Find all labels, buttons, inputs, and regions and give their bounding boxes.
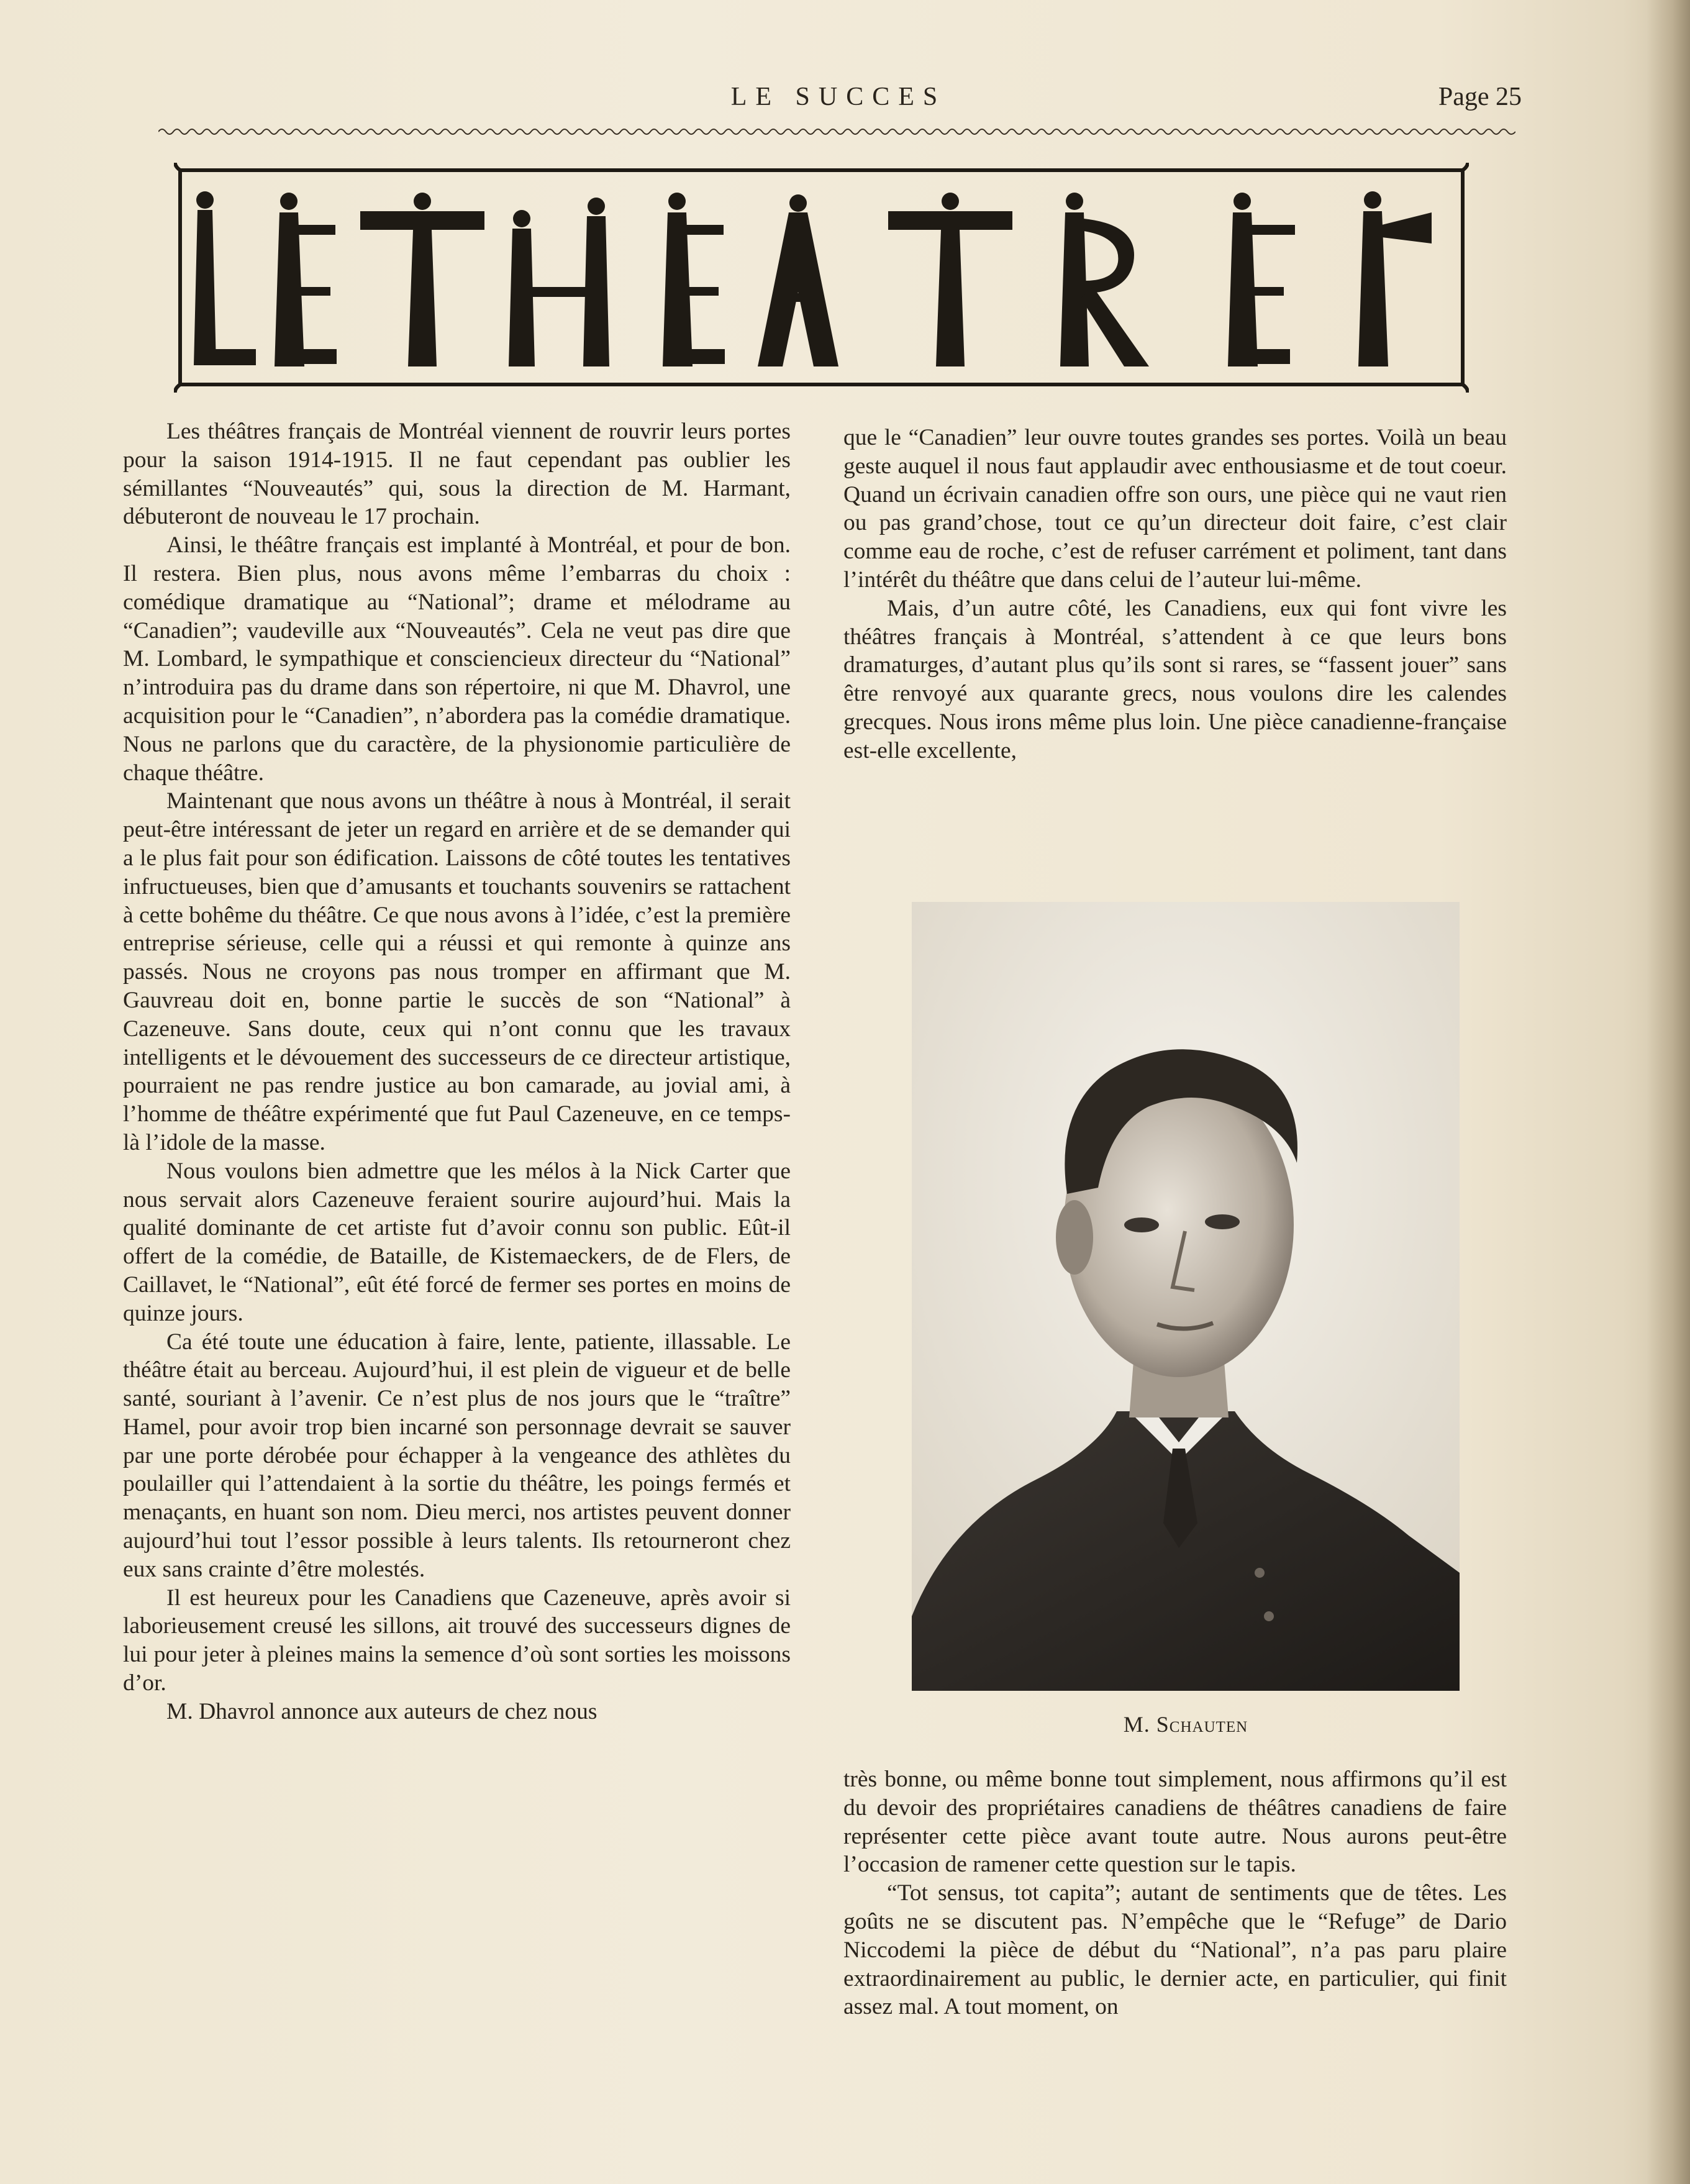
article-paragraph: Maintenant que nous avons un théâtre à nous à Montréal, il serait peut-être intéressant de jeter un regard en arrière et de se demander qui a le plus fait pour son édification. Laissons de côté toutes les tentatives infructueuses, bien que d’amusants et touchants souvenirs se rattachent à cette bohême du théâtre. Ce que nous avons à l’idée, c’est la première entreprise sérieuse, celle qui a réussi et qui remonte à quinze ans passés. Nous ne croyons pas nous tromper en affirmant que M. Gauvreau doit en, bonne partie le succès de son “National” à Cazeneuve. Sans doute, ceux qui n’ont connu que les travaux intelligents et le dévouement des successeurs de ce directeur artistique, pourraient ne pas rendre justice au bon camarade, au jovial ami, à l’homme de théâtre expérimenté que fut Paul Cazeneuve, en ce temps-là l’idole de la masse. [123, 788, 791, 1155]
article-paragraph: Nous voulons bien admettre que les mélos à la Nick Carter que nous servait alors Cazeneuve feraient sourire aujourd’hui. Mais la qualité dominante de cet artiste fut d’avoir connu son public. Eût-il offert de la comédie, de Bataille, de Kistemaeckers, de de Flers, de Caillavet, le “National”, eût été forcé de fermer ses portes en moins de quinze jours. [123, 1158, 791, 1326]
page-number: Page 25 [1438, 83, 1522, 111]
article-paragraph: Les théâtres français de Montréal viennent de rouvrir leurs portes pour la saison 1914-1915. Il ne faut cependant pas oublier les sémillantes “Nouveautés” qui, sous la direction de M. Harmant, débuteront de nouveau le 17 prochain. [123, 419, 791, 530]
photo-caption [912, 1711, 1460, 1737]
theatre-banner [174, 163, 1469, 393]
article-paragraph: Ainsi, le théâtre français est implanté à Montréal, et pour de bon. Il restera. Bien plus, nous avons même l’embarras du choix : comédique dramatique au “National”; drame et mélodrame au “Canadien”; vaudeville aux “Nouveautés”. Cela ne veut pas dire que M. Lombard, le sympathique et consciencieux directeur du “National” n’introduira pas du drame dans son répertoire, ni que M. Dhavrol, une acquisition pour le “Canadien”, n’abordera pas la comédie dramatique. Nous ne parlons que du caractère, de la physionomie particulière de chaque théâtre. [123, 532, 791, 786]
publication-title: LE SUCCES [730, 83, 947, 111]
article-right-column-bottom [843, 1765, 1507, 2021]
article-paragraph: M. Dhavrol annonce aux auteurs de chez nous [166, 1698, 597, 1724]
article-paragraph: que le “Canadien” leur ouvre toutes grandes ses portes. Voilà un beau geste auquel il nous faut applaudir avec enthousiasme et de tout coeur. Quand un écrivain canadien offre son ours, une pièce qui ne vaut rien ou pas grand’chose, tout ce qu’un directeur doit faire, c’est clair comme eau de roche, c’est de refuser carrément et poliment, tant dans l’intérêt du théâtre que dans celui de l’auteur lui-même. [843, 425, 1507, 593]
running-head [155, 82, 1522, 125]
article-paragraph: très bonne, ou même bonne tout simplement, nous affirmons qu’il est du devoir des propriétaires canadiens de théâtres canadiens de faire représenter cette pièce avant toute autre. Nous aurons peut-être l’occasion de ramener cette question sur le tapis. [843, 1767, 1507, 1878]
article-paragraph: “Tot sensus, tot capita”; autant de sentiments que de têtes. Les goûts ne se discutent pas. N’empêche que le “Refuge” de Dario Niccodemi la pièce de début du “National”, n’a pas paru plaire extraordinairement au public, le dernier acte, en particulier, qui finit assez mal. A tout moment, on [843, 1880, 1507, 2020]
portrait-photo [912, 902, 1460, 1691]
caption-prefix: M. [1123, 1712, 1150, 1737]
ornamental-rule [158, 125, 1515, 138]
article-left-column [123, 417, 791, 1726]
page-edge-shadow [1647, 0, 1690, 2184]
article-paragraph: Mais, d’un autre côté, les Canadiens, eux qui font vivre les théâtres français à Montréal, s’attendent à ce que leurs bons dramaturges, d’autant plus qu’ils sont si rares, se “fassent jouer” sans être renvoyé aux quarante grecs, nous voulons dire les calendes grecques. Nous irons même plus loin. Une pièce canadienne-française est-elle excellente, [843, 595, 1507, 763]
article-paragraph: Ca été toute une éducation à faire, lente, patiente, illassable. Le théâtre était au berceau. Aujourd’hui, il est plein de vigueur et de belle santé, souriant à l’avenir. Ce n’est plus de nos jours que le “traître” Hamel, pour avoir trop bien incarné son personnage devrait se sauver par une porte dérobée pour échapper à la vengeance des athlètes du poulailler qui l’attendaient à la sortie du théâtre, les poings fermés et menaçants, en huant son nom. Dieu merci, nos artistes peuvent donner aujourd’hui tout l’essor possible à leurs talents. Ils retourneront chez eux sans crainte d’être molestés. [123, 1329, 791, 1582]
caption-name: Schauten [1156, 1712, 1248, 1737]
article-paragraph: Il est heureux pour les Canadiens que Cazeneuve, après avoir si laborieusement creusé les sillons, ait trouvé des successeurs dignes de lui pour jeter à pleines mains la semence d’où sont sorties les moissons d’or. [123, 1585, 791, 1696]
article-right-column-top [843, 424, 1507, 765]
